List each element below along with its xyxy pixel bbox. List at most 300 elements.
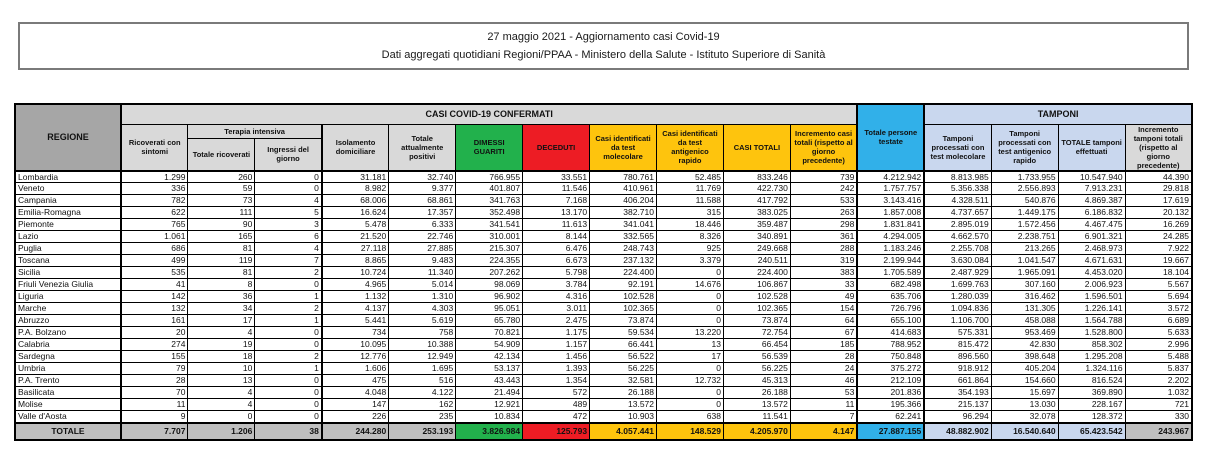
table-cell: 1.606: [322, 363, 389, 375]
region-name: Molise: [15, 399, 121, 411]
table-row: [15, 303, 1192, 315]
table-cell: 9.483: [389, 255, 456, 267]
table-row: [15, 255, 1192, 267]
region-name: Lombardia: [15, 171, 121, 183]
table-cell: 81: [188, 267, 255, 279]
table-cell: 0: [255, 411, 322, 423]
table-cell: 1.528.800: [1058, 327, 1125, 339]
table-cell: 13.030: [991, 399, 1058, 411]
table-cell: 12.776: [322, 351, 389, 363]
table-cell: 18.446: [657, 219, 724, 231]
table-row: [15, 279, 1192, 291]
table-cell: 4.205.970: [723, 423, 790, 440]
table-cell: 0: [255, 399, 322, 411]
table-cell: 2.238.751: [991, 231, 1058, 243]
col-header-totale-tamponi: TOTALE tamponi effettuati: [1058, 124, 1125, 171]
table-cell: 66.454: [723, 339, 790, 351]
table-cell: 8.982: [322, 183, 389, 195]
table-cell: 4.671.631: [1058, 255, 1125, 267]
table-cell: 34: [188, 303, 255, 315]
col-header-ricoverati-sintomi: Ricoverati con sintomi: [121, 124, 188, 171]
table-cell: 1: [255, 363, 322, 375]
table-cell: 0: [657, 315, 724, 327]
table-cell: 1.965.091: [991, 267, 1058, 279]
table-cell: 7: [255, 255, 322, 267]
table-cell: 1.295.208: [1058, 351, 1125, 363]
table-cell: 5.014: [389, 279, 456, 291]
table-cell: 1.393: [523, 363, 590, 375]
table-cell: 132: [121, 303, 188, 315]
table-row: [15, 231, 1192, 243]
table-cell: 42.830: [991, 339, 1058, 351]
table-cell: 11.546: [523, 183, 590, 195]
table-cell: 81: [188, 243, 255, 255]
col-header-tamponi-molecolare: Tamponi processati con test molecolare: [924, 124, 991, 171]
table-cell: 3.630.084: [924, 255, 991, 267]
table-cell: 102.365: [723, 303, 790, 315]
table-cell: 68.861: [389, 195, 456, 207]
table-cell: 2.556.893: [991, 183, 1058, 195]
table-cell: 635.706: [857, 291, 924, 303]
table-cell: 53.137: [456, 363, 523, 375]
table-cell: 148.529: [657, 423, 724, 440]
table-cell: 13: [657, 339, 724, 351]
table-cell: 13.220: [657, 327, 724, 339]
table-cell: 4.737.657: [924, 207, 991, 219]
table-cell: 66.441: [590, 339, 657, 351]
col-header-ingressi-giorno: Ingressi del giorno: [255, 138, 322, 170]
col-header-persone-testate: Totale persone testate: [857, 104, 924, 171]
region-name: Piemonte: [15, 219, 121, 231]
table-row: [15, 399, 1192, 411]
table-cell: 780.761: [590, 171, 657, 183]
table-cell: 0: [657, 267, 724, 279]
table-cell: 575.331: [924, 327, 991, 339]
table-cell: 27.887.155: [857, 423, 924, 440]
table-cell: 540.876: [991, 195, 1058, 207]
col-header-deceduti: DECEDUTI: [523, 124, 590, 171]
table-cell: 3.784: [523, 279, 590, 291]
table-cell: 1.695: [389, 363, 456, 375]
table-cell: 10.388: [389, 339, 456, 351]
table-cell: 17.619: [1125, 195, 1192, 207]
table-cell: 858.302: [1058, 339, 1125, 351]
table-cell: 62.241: [857, 411, 924, 423]
table-cell: 489: [523, 399, 590, 411]
table-cell: 26.188: [723, 387, 790, 399]
table-cell: 98.069: [456, 279, 523, 291]
table-row: [15, 291, 1192, 303]
region-name: Calabria: [15, 339, 121, 351]
table-cell: 0: [657, 399, 724, 411]
table-cell: 1.354: [523, 375, 590, 387]
table-cell: 17: [188, 315, 255, 327]
table-cell: 11: [121, 399, 188, 411]
table-cell: 52.485: [657, 171, 724, 183]
region-name: Valle d'Aosta: [15, 411, 121, 423]
table-cell: 398.648: [991, 351, 1058, 363]
table-cell: 316.462: [991, 291, 1058, 303]
table-cell: 352.498: [456, 207, 523, 219]
table-cell: 3.011: [523, 303, 590, 315]
table-cell: 224.400: [590, 267, 657, 279]
table-cell: 1.456: [523, 351, 590, 363]
table-cell: 0: [255, 339, 322, 351]
table-cell: 750.848: [857, 351, 924, 363]
table-cell: 4.137: [322, 303, 389, 315]
table-cell: 1.157: [523, 339, 590, 351]
table-cell: 27.885: [389, 243, 456, 255]
table-cell: 1.564.788: [1058, 315, 1125, 327]
table-cell: 5.798: [523, 267, 590, 279]
table-cell: 1.596.501: [1058, 291, 1125, 303]
table-cell: 472: [523, 411, 590, 423]
table-cell: 336: [121, 183, 188, 195]
table-cell: 2.895.019: [924, 219, 991, 231]
table-cell: 119: [188, 255, 255, 267]
table-row: [15, 363, 1192, 375]
table-cell: 8.865: [322, 255, 389, 267]
table-cell: 2.199.944: [857, 255, 924, 267]
table-cell: 6.476: [523, 243, 590, 255]
table-cell: 59: [188, 183, 255, 195]
table-cell: 65.780: [456, 315, 523, 327]
table-cell: 1.106.700: [924, 315, 991, 327]
table-cell: 26.188: [590, 387, 657, 399]
group-header-tamponi: TAMPONI: [924, 104, 1192, 124]
table-cell: 4.212.942: [857, 171, 924, 183]
table-cell: 19: [188, 339, 255, 351]
table-cell: 0: [657, 363, 724, 375]
table-cell: 765: [121, 219, 188, 231]
table-cell: 96.902: [456, 291, 523, 303]
table-cell: 92.191: [590, 279, 657, 291]
table-cell: 918.912: [924, 363, 991, 375]
table-cell: 5.694: [1125, 291, 1192, 303]
table-cell: 341.763: [456, 195, 523, 207]
table-cell: 661.864: [924, 375, 991, 387]
table-cell: 2.468.973: [1058, 243, 1125, 255]
table-cell: 0: [657, 303, 724, 315]
table-cell: 27.118: [322, 243, 389, 255]
table-cell: 70.821: [456, 327, 523, 339]
table-cell: 8.144: [523, 231, 590, 243]
table-cell: 4.303: [389, 303, 456, 315]
table-cell: 382.710: [590, 207, 657, 219]
table-cell: 1.041.547: [991, 255, 1058, 267]
table-cell: 16.540.640: [991, 423, 1058, 440]
table-cell: 361: [790, 231, 857, 243]
table-cell: 5.356.338: [924, 183, 991, 195]
region-name: Veneto: [15, 183, 121, 195]
table-cell: 7.922: [1125, 243, 1192, 255]
table-cell: 1.757.757: [857, 183, 924, 195]
table-cell: 475: [322, 375, 389, 387]
table-cell: 260: [188, 171, 255, 183]
table-cell: 13.170: [523, 207, 590, 219]
table-cell: 4.453.020: [1058, 267, 1125, 279]
table-cell: 73.874: [723, 315, 790, 327]
col-header-casi-test-antigenico: Casi identificati da test antigenico rapido: [657, 124, 724, 171]
table-cell: 330: [1125, 411, 1192, 423]
table-cell: 4.869.387: [1058, 195, 1125, 207]
table-cell: 8.813.985: [924, 171, 991, 183]
table-cell: 3.572: [1125, 303, 1192, 315]
table-cell: 1.061: [121, 231, 188, 243]
table-cell: 405.204: [991, 363, 1058, 375]
table-cell: 3: [255, 219, 322, 231]
table-cell: 1.572.456: [991, 219, 1058, 231]
table-cell: 65.423.542: [1058, 423, 1125, 440]
table-cell: 242: [790, 183, 857, 195]
table-cell: 165: [188, 231, 255, 243]
table-row: [15, 375, 1192, 387]
table-cell: 11: [790, 399, 857, 411]
table-cell: 9: [121, 411, 188, 423]
table-cell: 56.225: [590, 363, 657, 375]
table-cell: 953.469: [991, 327, 1058, 339]
table-cell: 18.104: [1125, 267, 1192, 279]
table-cell: 354.193: [924, 387, 991, 399]
table-cell: 28: [790, 351, 857, 363]
table-cell: 21.494: [456, 387, 523, 399]
table-cell: 237.132: [590, 255, 657, 267]
group-header-terapia-intensiva: Terapia intensiva: [188, 124, 322, 138]
table-row: [15, 411, 1192, 423]
totale-row: [15, 423, 1192, 440]
table-cell: 185: [790, 339, 857, 351]
table-cell: 12.732: [657, 375, 724, 387]
table-cell: 10.547.940: [1058, 171, 1125, 183]
table-cell: 8.326: [657, 231, 724, 243]
table-cell: 535: [121, 267, 188, 279]
table-cell: 14.676: [657, 279, 724, 291]
table-cell: 240.511: [723, 255, 790, 267]
table-cell: 414.683: [857, 327, 924, 339]
table-row: [15, 243, 1192, 255]
table-cell: 341.541: [456, 219, 523, 231]
table-cell: 212.109: [857, 375, 924, 387]
table-cell: 383.025: [723, 207, 790, 219]
table-cell: 4.662.570: [924, 231, 991, 243]
table-cell: 224.355: [456, 255, 523, 267]
table-cell: 102.365: [590, 303, 657, 315]
table-cell: 10.095: [322, 339, 389, 351]
table-cell: 56.225: [723, 363, 790, 375]
table-cell: 274: [121, 339, 188, 351]
table-cell: 96.294: [924, 411, 991, 423]
table-cell: 32.078: [991, 411, 1058, 423]
table-cell: 4.057.441: [590, 423, 657, 440]
table-cell: 67: [790, 327, 857, 339]
table-cell: 4.328.511: [924, 195, 991, 207]
table-cell: 73: [188, 195, 255, 207]
table-cell: 758: [389, 327, 456, 339]
table-cell: 56.539: [723, 351, 790, 363]
table-cell: 102.528: [723, 291, 790, 303]
table-row: [15, 387, 1192, 399]
table-cell: 7: [790, 411, 857, 423]
table-cell: 154: [790, 303, 857, 315]
table-cell: 516: [389, 375, 456, 387]
table-cell: 33: [790, 279, 857, 291]
table-cell: 533: [790, 195, 857, 207]
table-cell: 0: [255, 171, 322, 183]
table-cell: 106.867: [723, 279, 790, 291]
table-cell: 686: [121, 243, 188, 255]
table-cell: 13.572: [590, 399, 657, 411]
table-cell: 1.094.836: [924, 303, 991, 315]
table-cell: 12.921: [456, 399, 523, 411]
table-cell: 1.449.175: [991, 207, 1058, 219]
table-cell: 16.269: [1125, 219, 1192, 231]
table-cell: 7.913.231: [1058, 183, 1125, 195]
table-cell: 638: [657, 411, 724, 423]
table-cell: 11.613: [523, 219, 590, 231]
table-cell: 410.961: [590, 183, 657, 195]
table-cell: 4.467.475: [1058, 219, 1125, 231]
table-cell: 4: [188, 387, 255, 399]
table-header: [15, 104, 1192, 171]
table-cell: 332.565: [590, 231, 657, 243]
table-cell: 401.807: [456, 183, 523, 195]
table-cell: 215.307: [456, 243, 523, 255]
table-row: [15, 219, 1192, 231]
table-cell: 131.305: [991, 303, 1058, 315]
table-cell: 31.181: [322, 171, 389, 183]
table-cell: 6: [255, 231, 322, 243]
table-cell: 4.122: [389, 387, 456, 399]
table-cell: 29.818: [1125, 183, 1192, 195]
table-cell: 128.372: [1058, 411, 1125, 423]
table-cell: 147: [322, 399, 389, 411]
table-cell: 36: [188, 291, 255, 303]
title-date-line: 27 maggio 2021 - Aggiornamento casi Covid-19: [487, 30, 720, 43]
table-cell: 2.487.929: [924, 267, 991, 279]
region-name: Sardegna: [15, 351, 121, 363]
col-header-totale-attualmente-positivi: Totale attualmente positivi: [389, 124, 456, 171]
table-row: [15, 315, 1192, 327]
table-cell: 195.366: [857, 399, 924, 411]
table-cell: 8: [188, 279, 255, 291]
region-name: Umbria: [15, 363, 121, 375]
table-cell: 243.967: [1125, 423, 1192, 440]
table-cell: 228.167: [1058, 399, 1125, 411]
table-cell: 896.560: [924, 351, 991, 363]
table-cell: 2.255.708: [924, 243, 991, 255]
table-cell: 11.769: [657, 183, 724, 195]
table-row: [15, 351, 1192, 363]
table-cell: 1.032: [1125, 387, 1192, 399]
table-cell: 72.754: [723, 327, 790, 339]
region-name: P.A. Bolzano: [15, 327, 121, 339]
table-cell: 5.441: [322, 315, 389, 327]
table-cell: 1.299: [121, 171, 188, 183]
table-cell: 10.834: [456, 411, 523, 423]
table-cell: 319: [790, 255, 857, 267]
table-cell: 16.624: [322, 207, 389, 219]
table-cell: 13.572: [723, 399, 790, 411]
table-cell: 10: [188, 363, 255, 375]
table-cell: 253.193: [389, 423, 456, 440]
col-header-dimessi-guariti: DIMESSI GUARITI: [456, 124, 523, 171]
table-cell: 226: [322, 411, 389, 423]
table-cell: 59.534: [590, 327, 657, 339]
table-cell: 6.689: [1125, 315, 1192, 327]
covid-data-table: [14, 103, 1193, 441]
table-cell: 9.377: [389, 183, 456, 195]
table-cell: 22.746: [389, 231, 456, 243]
table-cell: 782: [121, 195, 188, 207]
table-cell: 1.206: [188, 423, 255, 440]
table-cell: 28: [121, 375, 188, 387]
table-cell: 1.699.763: [924, 279, 991, 291]
table-cell: 43.443: [456, 375, 523, 387]
table-cell: 682.498: [857, 279, 924, 291]
table-cell: 6.333: [389, 219, 456, 231]
col-header-incremento-tamponi: Incremento tamponi totali (rispetto al giorno precedente): [1125, 124, 1192, 171]
table-cell: 5.837: [1125, 363, 1192, 375]
table-cell: 70: [121, 387, 188, 399]
table-cell: 11.340: [389, 267, 456, 279]
table-row: [15, 195, 1192, 207]
table-cell: 655.100: [857, 315, 924, 327]
table-cell: 1.831.841: [857, 219, 924, 231]
table-body: [15, 171, 1192, 440]
table-cell: 7.707: [121, 423, 188, 440]
region-name: Liguria: [15, 291, 121, 303]
table-cell: 288: [790, 243, 857, 255]
table-cell: 307.160: [991, 279, 1058, 291]
table-row: [15, 339, 1192, 351]
table-cell: 499: [121, 255, 188, 267]
title-box: [18, 22, 1189, 70]
table-cell: 41: [121, 279, 188, 291]
col-header-totale-ricoverati: Totale ricoverati: [188, 138, 255, 170]
table-cell: 4.965: [322, 279, 389, 291]
table-cell: 162: [389, 399, 456, 411]
table-cell: 111: [188, 207, 255, 219]
region-name: Puglia: [15, 243, 121, 255]
group-header-casi-confermati: CASI COVID-19 CONFERMATI: [121, 104, 857, 124]
region-name: P.A. Trento: [15, 375, 121, 387]
table-cell: 11.541: [723, 411, 790, 423]
table-cell: 2.006.923: [1058, 279, 1125, 291]
table-cell: 54.909: [456, 339, 523, 351]
table-cell: 0: [255, 375, 322, 387]
table-cell: 79: [121, 363, 188, 375]
table-cell: 32.740: [389, 171, 456, 183]
table-cell: 1.132: [322, 291, 389, 303]
table-cell: 2: [255, 267, 322, 279]
table-cell: 24: [790, 363, 857, 375]
table-cell: 4: [255, 195, 322, 207]
table-row: [15, 327, 1192, 339]
table-cell: 369.890: [1058, 387, 1125, 399]
table-cell: 4: [188, 327, 255, 339]
table-cell: 340.891: [723, 231, 790, 243]
table-cell: 161: [121, 315, 188, 327]
table-cell: 244.280: [322, 423, 389, 440]
table-cell: 4.294.005: [857, 231, 924, 243]
table-cell: 3.826.984: [456, 423, 523, 440]
title-source-line: Dati aggregati quotidiani Regioni/PPAA - Ministero della Salute - Istituto Superiore di Sanità: [381, 49, 826, 62]
region-name: Toscana: [15, 255, 121, 267]
table-cell: 1: [255, 315, 322, 327]
table-cell: 0: [188, 411, 255, 423]
table-cell: 5.488: [1125, 351, 1192, 363]
region-name: Sicilia: [15, 267, 121, 279]
